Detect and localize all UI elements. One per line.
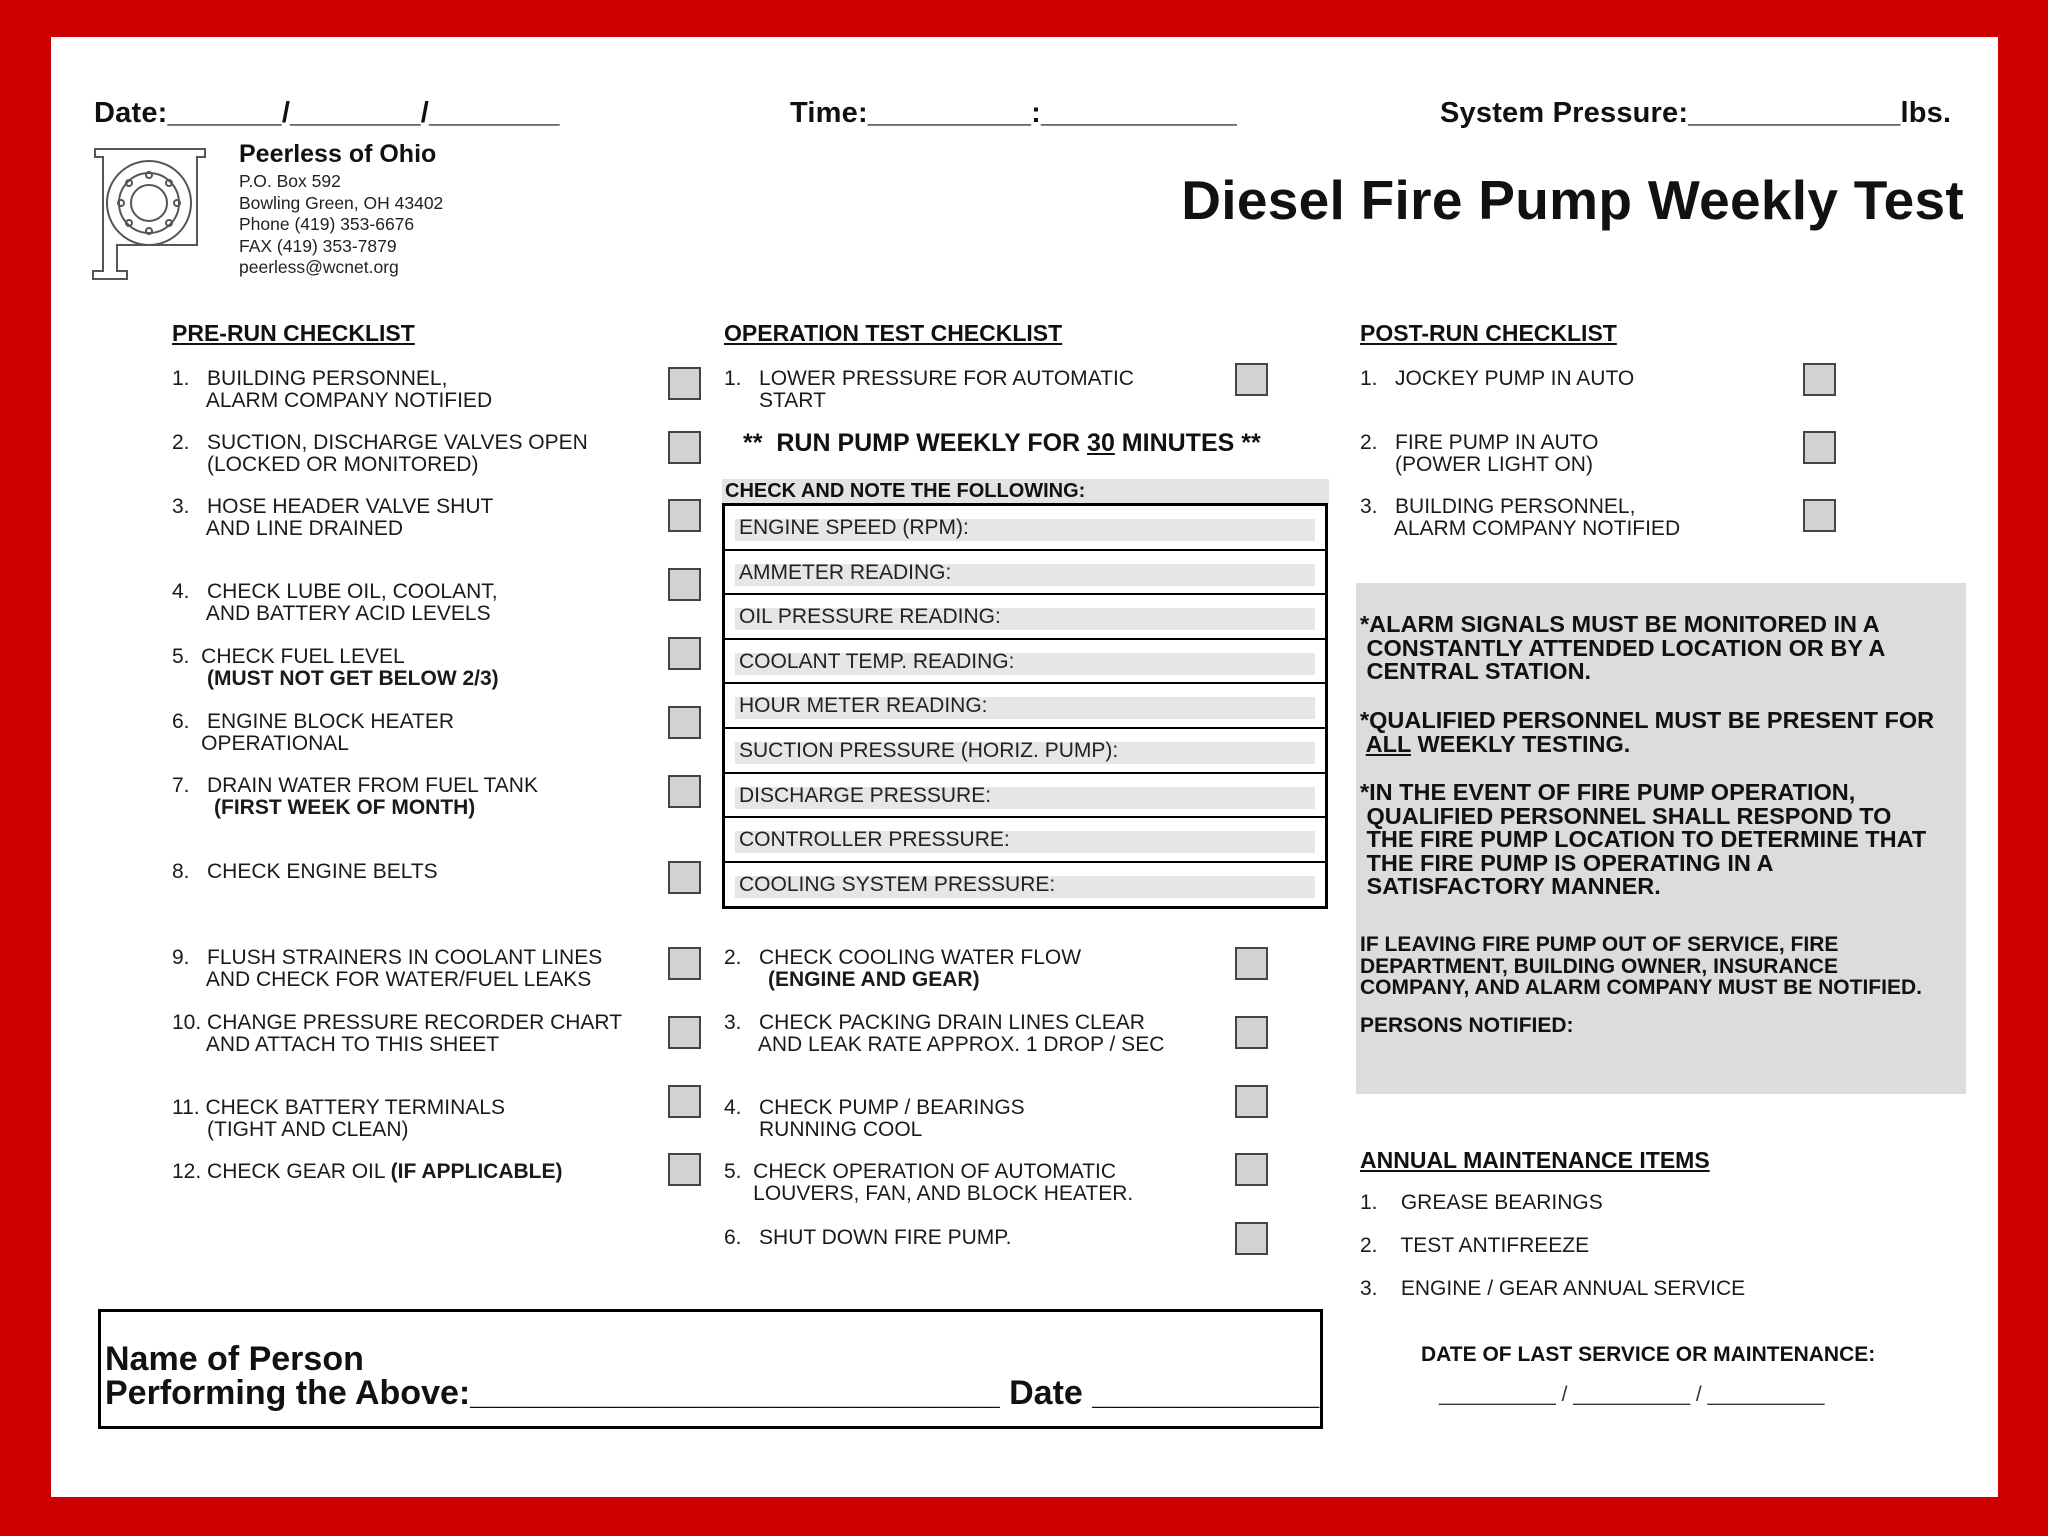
- page-title: Diesel Fire Pump Weekly Test: [1181, 169, 1964, 231]
- annual-item: 3. ENGINE / GEAR ANNUAL SERVICE: [1360, 1277, 1746, 1300]
- signature-line-2[interactable]: Performing the Above:____________________________ Date ____________: [105, 1374, 1320, 1412]
- pre-run-item-1: 1. BUILDING PERSONNEL, ALARM COMPANY NOTIFIED: [172, 367, 493, 412]
- system-pressure-field[interactable]: System Pressure:_____________lbs.: [1440, 97, 1952, 129]
- pre-run-title: PRE-RUN CHECKLIST: [172, 320, 415, 346]
- reading-label: ENGINE SPEED (RPM):: [739, 516, 969, 539]
- pre-run-item-12: 12. CHECK GEAR OIL (IF APPLICABLE): [172, 1160, 563, 1183]
- reading-label: OIL PRESSURE READING:: [739, 605, 1001, 629]
- operation-checkbox-2[interactable]: [1235, 947, 1268, 980]
- reading-row[interactable]: [725, 640, 1325, 685]
- notice-fire-pump-operation: *IN THE EVENT OF FIRE PUMP OPERATION, QUALIFIED PERSONNEL SHALL RESPOND TO THE FIRE PUMP LOCATION TO DETERMINE THAT THE FIRE PUMP IS OPERATING IN A SATISFACTORY MANNER.: [1360, 779, 1927, 899]
- pre-run-checkbox-11[interactable]: [668, 1085, 701, 1118]
- operation-checkbox-1[interactable]: [1235, 363, 1268, 396]
- pre-run-checkbox-8[interactable]: [668, 861, 701, 894]
- notice-panel: [1356, 583, 1966, 1003]
- run-pump-note: ** RUN PUMP WEEKLY FOR 30 MINUTES **: [743, 429, 1261, 457]
- company-address: [239, 171, 443, 279]
- reading-label: AMMETER READING:: [739, 560, 952, 584]
- reading-label: HOUR METER READING:: [739, 694, 988, 718]
- operation-checkbox-3[interactable]: [1235, 1016, 1268, 1049]
- reading-row[interactable]: [725, 551, 1325, 596]
- operation-item-2: 2. CHECK COOLING WATER FLOW (ENGINE AND GEAR): [724, 946, 1082, 991]
- last-service-date-field[interactable]: __________ / __________ / __________: [1439, 1383, 1825, 1406]
- notice-qualified-personnel: *QUALIFIED PERSONNEL MUST BE PRESENT FOR ALL WEEKLY TESTING.: [1360, 707, 1935, 757]
- company-line: FAX (419) 353-7879: [239, 235, 397, 256]
- pre-run-checkbox-10[interactable]: [668, 1016, 701, 1049]
- time-field[interactable]: Time:__________:____________: [790, 97, 1237, 129]
- operation-item-4: 4. CHECK PUMP / BEARINGS RUNNING COOL: [724, 1096, 1025, 1141]
- reading-row[interactable]: [725, 774, 1325, 819]
- operation-item-1: 1. LOWER PRESSURE FOR AUTOMATIC START: [724, 367, 1134, 412]
- pre-run-item-2: 2. SUCTION, DISCHARGE VALVES OPEN (LOCKED OR MONITORED): [172, 431, 588, 476]
- reading-label: CONTROLLER PRESSURE:: [739, 828, 1010, 852]
- signature-line-1: Name of Person: [105, 1340, 364, 1378]
- reading-label: SUCTION PRESSURE (HORIZ. PUMP):: [739, 739, 1119, 762]
- pre-run-checkbox-2[interactable]: [668, 431, 701, 464]
- peerless-logo-icon: [87, 141, 217, 283]
- reading-label: COOLING SYSTEM PRESSURE:: [739, 872, 1056, 896]
- pre-run-item-4: 4. CHECK LUBE OIL, COOLANT, AND BATTERY ACID LEVELS: [172, 580, 498, 625]
- date-field[interactable]: Date:_______/________/________: [94, 97, 560, 129]
- pre-run-checkbox-12[interactable]: [668, 1153, 701, 1186]
- annual-item: 2. TEST ANTIFREEZE: [1360, 1234, 1590, 1257]
- pre-run-checkbox-5[interactable]: [668, 637, 701, 670]
- reading-row[interactable]: [725, 506, 1325, 551]
- annual-item: 1. GREASE BEARINGS: [1360, 1191, 1603, 1214]
- post-run-item-2: 2. FIRE PUMP IN AUTO (POWER LIGHT ON): [1360, 431, 1599, 476]
- persons-notified-label-text: PERSONS NOTIFIED:: [1360, 1014, 1574, 1037]
- pre-run-checkbox-9[interactable]: [668, 947, 701, 980]
- pre-run-item-10: 10. CHANGE PRESSURE RECORDER CHART AND ATTACH TO THIS SHEET: [172, 1011, 623, 1056]
- post-run-item-1: 1. JOCKEY PUMP IN AUTO: [1360, 367, 1635, 390]
- pre-run-checkbox-3[interactable]: [668, 499, 701, 532]
- form-sheet: [51, 37, 1998, 1497]
- company-line: Phone (419) 353-6676: [239, 214, 415, 234]
- company-email: peerless@wcnet.org: [239, 257, 399, 277]
- post-run-item-3: 3. BUILDING PERSONNEL, ALARM COMPANY NOTIFIED: [1360, 495, 1681, 540]
- pre-run-item-11: 11. CHECK BATTERY TERMINALS (TIGHT AND CLEAN): [172, 1096, 505, 1141]
- post-run-checkbox-2[interactable]: [1803, 431, 1836, 464]
- company-line: Bowling Green, OH 43402: [239, 192, 444, 213]
- signature-box: [98, 1309, 1323, 1429]
- notice-out-of-service: IF LEAVING FIRE PUMP OUT OF SERVICE, FIRE DEPARTMENT, BUILDING OWNER, INSURANCE COMPANY, AND ALARM COMPANY MUST BE NOTIFIED.: [1360, 933, 1922, 999]
- operation-item-3: 3. CHECK PACKING DRAIN LINES CLEAR AND LEAK RATE APPROX. 1 DROP / SEC: [724, 1011, 1165, 1056]
- readings-table: [722, 503, 1328, 909]
- reading-row[interactable]: [725, 729, 1325, 774]
- post-run-title: POST-RUN CHECKLIST: [1360, 320, 1617, 346]
- reading-label: DISCHARGE PRESSURE:: [739, 783, 992, 807]
- check-and-note-title: CHECK AND NOTE THE FOLLOWING:: [722, 479, 1329, 503]
- pre-run-item-5: 5. CHECK FUEL LEVEL (MUST NOT GET BELOW 2/3): [172, 645, 499, 690]
- pre-run-item-6: 6. ENGINE BLOCK HEATER OPERATIONAL: [172, 710, 455, 755]
- pre-run-checkbox-7[interactable]: [668, 775, 701, 808]
- reading-row[interactable]: [725, 818, 1325, 863]
- annual-maintenance-title: ANNUAL MAINTENANCE ITEMS: [1360, 1147, 1710, 1173]
- reading-label: COOLANT TEMP. READING:: [739, 649, 1015, 673]
- pre-run-item-9: 9. FLUSH STRAINERS IN COOLANT LINES AND CHECK FOR WATER/FUEL LEAKS: [172, 946, 603, 991]
- reading-row[interactable]: [725, 684, 1325, 729]
- operation-checkbox-5[interactable]: [1235, 1153, 1268, 1186]
- company-line: P.O. Box 592: [239, 171, 341, 191]
- post-run-checkbox-3[interactable]: [1803, 499, 1836, 532]
- operation-checkbox-6[interactable]: [1235, 1222, 1268, 1255]
- last-service-label: DATE OF LAST SERVICE OR MAINTENANCE:: [1421, 1343, 1876, 1366]
- notice-alarm-signals: *ALARM SIGNALS MUST BE MONITORED IN A CONSTANTLY ATTENDED LOCATION OR BY A CENTRAL STATION.: [1360, 611, 1886, 684]
- reading-row[interactable]: [725, 863, 1325, 908]
- pre-run-item-3: 3. HOSE HEADER VALVE SHUT AND LINE DRAINED: [172, 495, 494, 540]
- reading-row[interactable]: [725, 595, 1325, 640]
- company-name: Peerless of Ohio: [239, 140, 437, 168]
- pre-run-checkbox-1[interactable]: [668, 367, 701, 400]
- pre-run-item-8: 8. CHECK ENGINE BELTS: [172, 860, 438, 883]
- operation-checkbox-4[interactable]: [1235, 1085, 1268, 1118]
- post-run-checkbox-1[interactable]: [1803, 363, 1836, 396]
- operation-item-6: 6. SHUT DOWN FIRE PUMP.: [724, 1226, 1012, 1249]
- pre-run-checkbox-6[interactable]: [668, 706, 701, 739]
- pre-run-checkbox-4[interactable]: [668, 568, 701, 601]
- operation-test-title: OPERATION TEST CHECKLIST: [724, 320, 1063, 346]
- operation-item-5: 5. CHECK OPERATION OF AUTOMATIC LOUVERS, FAN, AND BLOCK HEATER.: [724, 1160, 1134, 1205]
- pre-run-item-7: 7. DRAIN WATER FROM FUEL TANK (FIRST WEEK OF MONTH): [172, 774, 538, 819]
